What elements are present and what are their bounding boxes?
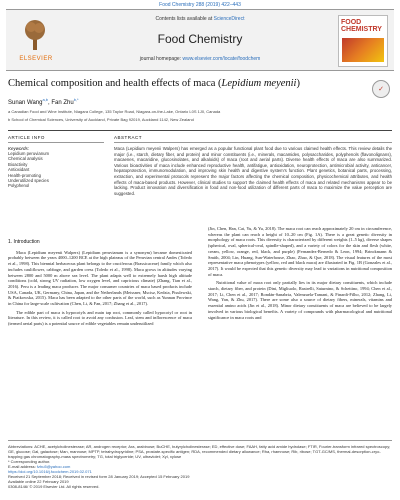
header-center (66, 14, 334, 62)
keywords-label: Keywords: (8, 146, 30, 151)
email-prefix: E-mail address: (8, 464, 37, 469)
keyword: Bioactivity (8, 161, 28, 167)
cover-title: FOOD CHEMISTRY (341, 19, 382, 33)
keyword: Chemical analysis (8, 156, 43, 162)
keyword: Underutilized species (8, 178, 49, 184)
title-main: Chemical composition and health effects of maca ( (8, 78, 222, 89)
article-title (8, 78, 338, 89)
journal-reference[interactable]: Food Chemistry 288 (2019) 422–443 (159, 2, 241, 8)
homepage-link[interactable]: www.elsevier.com/locate/foodchem (182, 56, 261, 62)
title-end: ) (296, 78, 300, 89)
abbreviations: Abbreviations: ACHE, acetylcholinesterase; AR, androgen receptor; Ara, arabinose; BuCHE, butyrylcholinesterase; ED, effective dose; FAAH, fatty acid amide hydrolase; FTIR, Fourier-transform infrared spectroscopy; GE, glucose; Gal, galactose; Man, mannose; MPTP, tetrahydropyridine; PSA, prostate-specific antigen; RDA, recommended dietary allowance; Rha, rhamnose; Rib, ribose; TGT-GC/MS, thermal-desorption-cryo-trapping gas chromatography-mass spectrometry; TG, total triglyceride; UV, ultraviolet; Xyl, xylose (8, 444, 391, 459)
crossmark-icon[interactable]: ✓ (372, 80, 390, 98)
keywords-list (8, 151, 104, 189)
abstract-heading: ABSTRACT (114, 135, 392, 143)
body-column-right (208, 226, 392, 323)
contents-prefix: Contents lists available at (155, 16, 214, 22)
article-info (8, 135, 104, 189)
journal-header (6, 9, 394, 71)
keyword: Health-promoting (8, 172, 41, 178)
publisher-name: ELSEVIER (19, 56, 53, 62)
body-column-left (8, 240, 192, 330)
keyword: Antioxidant (8, 167, 30, 173)
abstract-text: Maca (Lepidium meyenii Walpers) has emerged as a popular functional plant food due to various claimed health effects. This review details the major (i.e., starch, dietary fiber, and protein) and minor constituents (i.e., minerals, macamides, polysaccharides, polyphenols (flavonolignans), macaenes, macaridine, glucosinolates, and alkaloids) of maca (root and aerial parts). Diverse health effects of maca are also summarized. Various bioactivities of maca include enhanced reproductive health, antifatigue, antioxidation, neuroprotection, antimicrobial activity, anticancer, hepatoprotection, immunomodulation, and improving skin health and digestive system's function. Plant genetics, botanical parts, processing, extraction, and experimental protocols represent the major factors affecting the chemical composition, physicochemical attributes, and health effects of maca-based products. However, clinical studies to support the claimed health effects of maca and related mechanisms appear to be lacking. Product innovation and diversification in food and non-food utilization of different parts of maca to maximize the value perception are suggested. (114, 146, 392, 196)
author-1-affil[interactable]: a,b (42, 97, 49, 102)
title-italic: Lepidium meyenii (221, 78, 297, 89)
cover-image (342, 38, 384, 62)
available-online: Available online 22 February 2019 (8, 479, 69, 484)
author-2[interactable]: , Fan Zhu (48, 100, 74, 106)
title-block (8, 78, 338, 122)
article-info-heading: ARTICLE INFO (8, 135, 104, 143)
author-1[interactable]: Sunan Wang (8, 100, 43, 106)
homepage-prefix: journal homepage: (139, 56, 183, 62)
article-info-block (8, 130, 392, 196)
journal-cover[interactable] (338, 15, 388, 67)
keyword: Lepidium peruvianum (8, 151, 50, 156)
author-2-affil[interactable]: b,* (73, 97, 79, 102)
footer (8, 440, 392, 489)
abstract-section (114, 135, 392, 196)
doi-link[interactable]: https://doi.org/10.1016/j.foodchem.2019.02.071 (8, 469, 92, 474)
body-paragraph: Maca (Lepidium meyenii Walpers) (Lepidium peruvianum is a synonym) became domesticated probably between the years 4000–1200 BCE at the high plateaus of the Peruvian central Andes (Toledo et al., 1998). This biennial herbaceous plant belongs to the cruciferous (Brassicaceae) family which also includes cauliflower, cabbage, and garden cress (Toledo et al., 1998). Maca grows in altitudes varying between 2800 and 5000 m above sea level. The plant adapts well to extremely harsh high altitude conditions (cold, strong UV radiation, low oxygen level, and capricious climate) (Zhang, Tian et al., 2016). Peru is a leading maca producer. The major consumer countries of maca based products include USA, Canada, UK, Germany, China, Japan, and the Netherlands (Meissner, Mscisz, Kedzia, Pisulewski, & Piatkowska, 2015). Maca has been adapted to the other parts of the world, such as Yunnan Province in China for large-scale cultivation (Chen, Li, & Fan, 2017; Zhang et al., 2017). (8, 249, 192, 307)
keyword: Polyphenol (8, 183, 30, 189)
sciencedirect-link[interactable]: ScienceDirect (213, 16, 245, 22)
affiliation-b: b School of Chemical Sciences, University of Auckland, Private Bag 92019, Auckland 1142, New Zealand (8, 117, 194, 122)
homepage-line (66, 56, 334, 62)
body-paragraph: The edible part of maca is hypocotyls and main tap root, commonly called hypocotyl or root in literature. In this review, it is called root to avoid any confusion. Leaf, stem and inflorescence of maca (termed aerial parts) is a potential source of edible vegetables remain underutilized (8, 309, 192, 327)
elsevier-logo[interactable] (14, 16, 58, 64)
body-paragraph: Nutritional value of maca root only partially lies in its major dietary constituents, which include starch, dietary fiber, and protein (Dini, Migliuolo, Rastrelli, Saturnino, & Schettino, 1994; Chen et al., 2017; Li, Chen et al., 2017; Rondán-Sanabria, Valenzuela-Tamani, & Finardi-Filho, 2012; Zhang, Li, Wang, Yan, & Zhu, 2017). There are some also a source of dietary fibers, minerals, vitamins and essential amino acids (Jin et al., 2018). Minor dietary constituents of maca are believed to be largely involved in various biological benefits. A variety of compounds with pharmacological and nutritional significance in maca roots and (208, 280, 392, 320)
corresponding-author: * Corresponding author. (8, 459, 51, 464)
section-heading-introduction: 1. Introduction (8, 239, 40, 245)
email-link[interactable]: fzhu5@yahoo.com (36, 464, 71, 469)
affiliation-a: a Canadian Food and Wine Institute, Niagara College, 135 Taylor Road, Niagara-on-the-Lake, Ontario L0S 1J0, Canada (8, 109, 221, 114)
authors (8, 97, 338, 106)
copyright: 0308-8146/ © 2019 Elsevier Ltd. All rights reserved. (8, 484, 100, 489)
body-paragraph: (Jin, Chen, Han, Cai, Yu, & Yu, 2018). The maca root can reach approximately 20 cm in circumference, whereas the plant can reach a height of 10–20 cm (Fig. 1A). There is a great genetic diversity in morphology of maca roots. This diversity is characterized by different weights (1–5 kg), diverse shapes (spherical, oval, spherical-oval, spindle-shaped), and a variety of colors for the skin and flesh (white, cream, yellow, orange, red, black, and purple) (Fernandez-Bernedo & Leon, 1994; Brinckmann & Smith, 2004; Lin, Huang, Sun-Waterhouse, Zhao, Zhao, & Que, 2018). The visual features of the most representative maca phenotypes (yellow, red and black maca) are illustrated in Fig. 1B (Gonzales et al., 2017). It would be expected that this genetic diversity may lead to variations in nutritional composition of maca. (208, 226, 392, 277)
journal-title[interactable]: Food Chemistry (157, 32, 243, 46)
article-dates: Received 21 September 2018; Received in revised form 28 January 2019; Accepted 15 February 2019 (8, 474, 190, 479)
tree-icon (24, 18, 46, 52)
contents-line (66, 16, 334, 22)
